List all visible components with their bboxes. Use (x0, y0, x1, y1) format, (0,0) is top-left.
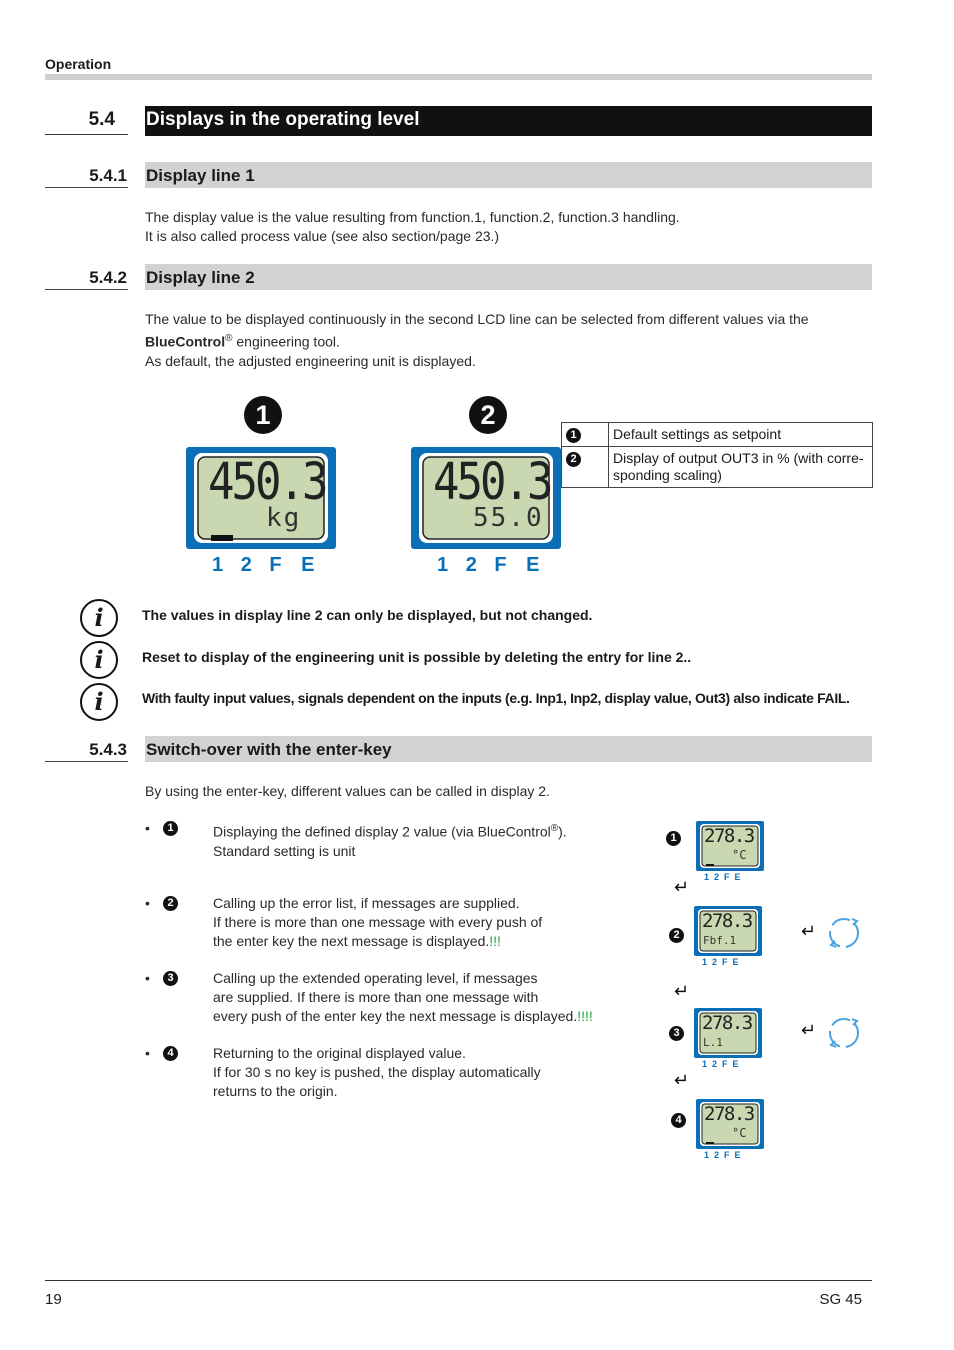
step2-line3 (213, 932, 542, 951)
list-bullet: • (145, 820, 150, 836)
small-device-3 (694, 1008, 762, 1058)
step3-line3 (213, 1007, 593, 1026)
figure-marker-2: 2 (469, 396, 507, 434)
step2-line2: If there is more than one message with every push of (213, 914, 543, 930)
device2-key-2[interactable]: 2 (465, 554, 477, 576)
step1-line2: Standard setting is unit (213, 842, 356, 859)
step3-line2: are supplied. If there is more than one message with (213, 989, 539, 1005)
step2-mark: !!! (489, 933, 501, 949)
legend-text-2: Display of output OUT3 in % (with corre-sponding scaling) (609, 447, 873, 488)
legend-row (562, 423, 873, 447)
device2-key-e[interactable]: E (526, 554, 540, 576)
sub2-title: Display line 2 (146, 268, 255, 287)
small-device-keys: 1 2 F E (704, 1150, 741, 1160)
device2-key-f[interactable]: F (494, 554, 507, 576)
device2-keys (437, 554, 540, 577)
small-device-num-1: 1 (666, 831, 681, 846)
device-display-1 (186, 447, 336, 549)
device1-value: 450.3 (208, 453, 326, 512)
small-device-line2: °C (732, 848, 747, 862)
sub2-line2 (145, 329, 809, 352)
legend-text-1: Default settings as setpoint (609, 423, 873, 447)
device2-value: 450.3 (433, 453, 551, 512)
step1-text: Displaying the defined display 2 value (via BlueControl (213, 823, 551, 840)
sub1-line2: It is also called process value (see also section/page 23.) (145, 228, 500, 244)
section-number-underline (45, 134, 128, 135)
registered-mark: ® (550, 823, 559, 834)
sub3-intro: By using the enter-key, different values can be called in display 2. (145, 783, 550, 799)
small-device-num-2: 2 (669, 928, 684, 943)
cycle-icon (826, 915, 862, 951)
enter-key-icon: ↵ (801, 921, 817, 941)
sub1-number-underline (45, 187, 128, 188)
sub2-paragraph (145, 310, 809, 371)
sub2-line1: The value to be displayed continuously in the second LCD line can be selected from different values via the (145, 311, 809, 327)
small-device-1 (696, 821, 764, 871)
sub2-number-underline (45, 289, 128, 290)
section-number: 5.4 (88, 109, 115, 130)
small-device-2 (694, 906, 762, 956)
step1-text-end: ). (558, 823, 567, 840)
device-display-2 (411, 447, 561, 549)
brand-name: BlueControl (145, 333, 226, 350)
sub1-line1: The display value is the value resulting from function.1, function.2, function.3 handling. (145, 209, 680, 225)
step2-line1: Calling up the error list, if messages are supplied. (213, 895, 520, 911)
sub1-number: 5.4.1 (89, 166, 127, 185)
list-item (145, 969, 615, 1044)
enter-key-icon: ↵ (674, 1070, 690, 1090)
device2-key-1[interactable]: 1 (437, 554, 449, 576)
cycle-icon (826, 1015, 862, 1051)
section-title: Displays in the operating level (146, 109, 420, 130)
note-2: Reset to display of the engineering unit is possible by deleting the entry for line 2.. (142, 649, 692, 665)
page-number: 19 (45, 1291, 62, 1308)
device1-key-1[interactable]: 1 (212, 554, 224, 576)
step-list (145, 819, 615, 1119)
footer-rule (45, 1280, 872, 1281)
step4-line1: Returning to the original displayed value. (213, 1045, 466, 1061)
step3-line1: Calling up the extended operating level, if messages (213, 970, 538, 986)
note-1: The values in display line 2 can only be displayed, but not changed. (142, 607, 593, 623)
step-num-1: 1 (163, 821, 178, 836)
small-device-num-4: 4 (671, 1113, 686, 1128)
enter-key-icon: ↵ (674, 877, 690, 897)
small-device-value: 278.3 (704, 1103, 754, 1125)
small-device-value: 278.3 (702, 910, 752, 932)
step3-line3-text: every push of the enter key the next message is displayed. (213, 1008, 578, 1024)
legend-num-2: 2 (566, 452, 581, 467)
small-device-num-3: 3 (669, 1026, 684, 1041)
small-device-line2: Fbf.1 (703, 934, 737, 947)
list-item (145, 894, 615, 969)
device2-line2: 55.0 (473, 503, 544, 533)
sub3-number-underline (45, 761, 128, 762)
device1-line2: kg (266, 503, 302, 533)
small-device-value: 278.3 (702, 1012, 752, 1034)
enter-key-icon: ↵ (674, 981, 690, 1001)
sub2-number: 5.4.2 (89, 268, 127, 287)
list-bullet: • (145, 895, 150, 911)
step-num-4: 4 (163, 1046, 178, 1061)
list-bullet: • (145, 970, 150, 986)
step2-line3-text: the enter key the next message is displayed. (213, 933, 490, 949)
step-num-2: 2 (163, 896, 178, 911)
info-icon: i (80, 683, 118, 721)
enter-key-icon: ↵ (801, 1020, 817, 1040)
step4-line2: If for 30 s no key is pushed, the display automatically (213, 1064, 541, 1080)
step-num-3: 3 (163, 971, 178, 986)
info-icon: i (80, 641, 118, 679)
sub2-line2-rest: engineering tool. (232, 333, 340, 350)
sub2-line3: As default, the adjusted engineering unit is displayed. (145, 352, 476, 369)
info-icon: i (80, 599, 118, 637)
list-item (145, 819, 615, 894)
legend-row (562, 447, 873, 488)
step3-mark: !!!! (577, 1008, 593, 1024)
sub3-number: 5.4.3 (89, 740, 127, 759)
small-device-keys: 1 2 F E (702, 1059, 739, 1069)
header-rule (45, 74, 872, 80)
list-bullet: • (145, 1045, 150, 1061)
model-name: SG 45 (819, 1291, 862, 1308)
step1-line1 (213, 819, 567, 842)
sub1-paragraph (145, 208, 680, 246)
small-device-keys: 1 2 F E (702, 957, 739, 967)
small-device-4 (696, 1099, 764, 1149)
registered-mark: ® (225, 333, 233, 344)
figure-legend-table (561, 422, 873, 488)
device1-key-f[interactable]: F (269, 554, 282, 576)
small-device-value: 278.3 (704, 825, 754, 847)
sub1-title: Display line 1 (146, 166, 255, 185)
figure-marker-1: 1 (244, 396, 282, 434)
legend-num-1: 1 (566, 428, 581, 443)
sub3-title: Switch-over with the enter-key (146, 740, 392, 759)
small-device-line2: °C (732, 1126, 747, 1140)
small-device-line2: L.1 (703, 1036, 723, 1049)
list-item (145, 1044, 615, 1119)
small-device-keys: 1 2 F E (704, 872, 741, 882)
device1-key-2[interactable]: 2 (240, 554, 252, 576)
legend-num-cell (562, 423, 609, 447)
running-header: Operation (45, 56, 112, 72)
step4-line3: returns to the origin. (213, 1083, 338, 1099)
note-3: With faulty input values, signals dependent on the inputs (e.g. Inp1, Inp2, display value, Out3) also indicate FAIL. (142, 690, 850, 706)
device1-keys (212, 554, 315, 577)
legend-num-cell (562, 447, 609, 488)
device1-key-e[interactable]: E (301, 554, 315, 576)
